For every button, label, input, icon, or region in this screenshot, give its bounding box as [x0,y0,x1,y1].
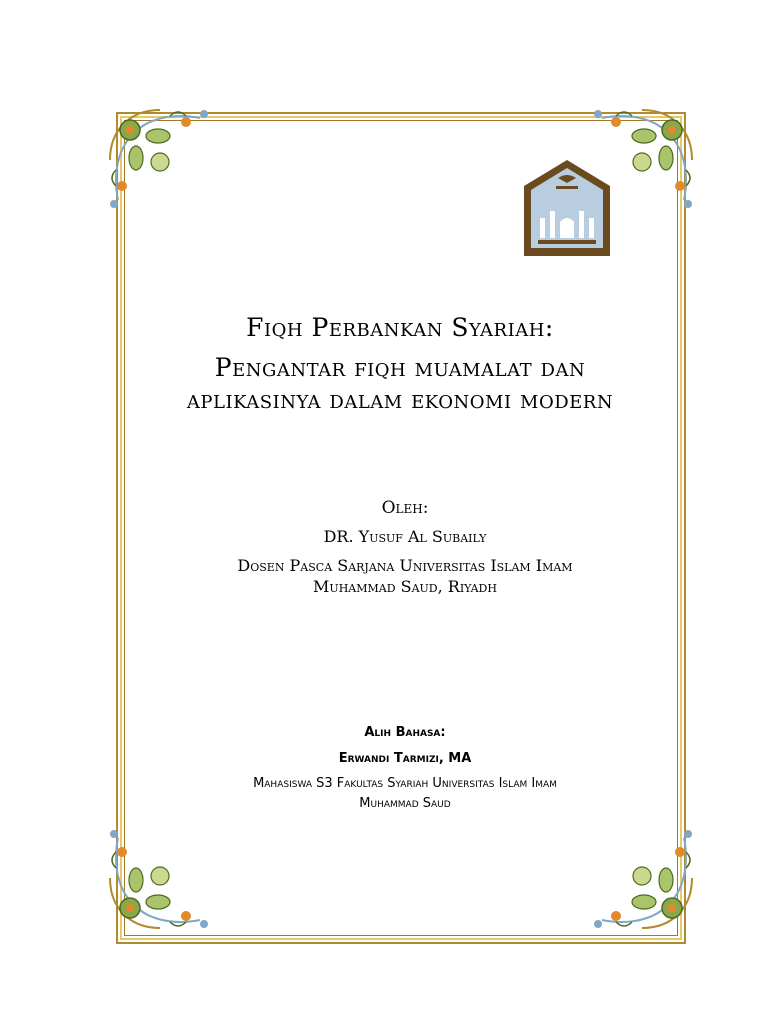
corner-ornament-icon [100,100,218,218]
corner-ornament-icon [584,820,702,938]
title-line-1: Fiqh Perbankan Syariah: [246,313,554,342]
by-label: Oleh: [381,498,429,518]
translator-affiliation-line-1: Mahasiswa S3 Fakultas Syariah Universitas Islam Imam [253,776,557,791]
translator-label: Alih Bahasa: [364,725,446,740]
university-emblem-icon [518,156,616,260]
title-line-2: Pengantar fiqh muamalat dan [214,353,586,382]
corner-ornament-icon [100,820,218,938]
translator-name: Erwandi Tarmizi, MA [338,751,472,766]
author-name: DR. Yusuf Al Subaily [323,527,487,546]
translator-affiliation-line-2: Muhammad Saud [359,796,451,811]
author-affiliation-line-2: Muhammad Saud, Riyadh [313,577,497,596]
title-line-3: aplikasinya dalam ekonomi modern [186,385,614,414]
author-affiliation-line-1: Dosen Pasca Sarjana Universitas Islam Imam [237,556,573,575]
